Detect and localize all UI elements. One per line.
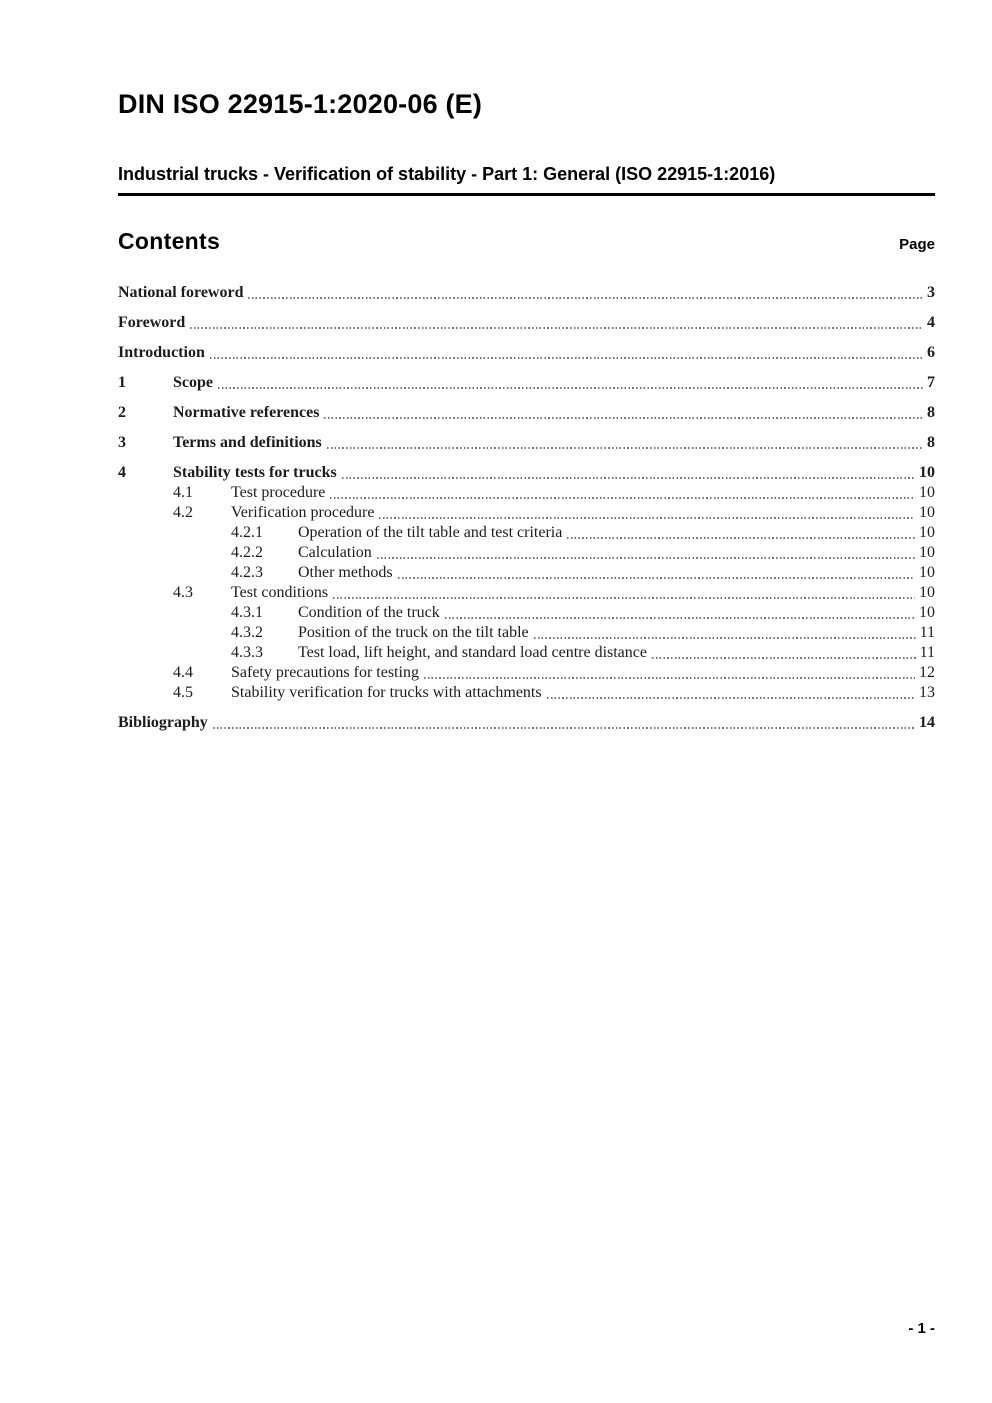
toc-entry-label: Test load, lift height, and standard load centre distance (298, 644, 647, 661)
toc-entry-page: 10 (919, 484, 935, 501)
toc-entry-page: 4 (927, 314, 935, 331)
toc-entry-label: Foreword (118, 314, 186, 331)
toc-entry-label: Terms and definitions (173, 434, 322, 451)
toc-entry-label: Scope (173, 374, 213, 391)
toc-entry-label: Stability tests for trucks (173, 464, 337, 481)
toc-entry-page: 10 (919, 584, 935, 601)
toc-entry-page: 8 (927, 434, 935, 451)
toc-entry-number: 4.5 (173, 684, 193, 701)
dotted-leader (210, 357, 923, 359)
toc-entry-page: 8 (927, 404, 935, 421)
toc-entry (118, 523, 935, 543)
dotted-leader (248, 297, 923, 299)
toc-entry-number: 2 (118, 404, 126, 421)
toc-entry-page: 3 (927, 284, 935, 301)
contents-header-row (118, 228, 935, 254)
toc-entry-number: 4.2.1 (231, 524, 263, 541)
toc-entry-number: 4 (118, 464, 126, 481)
dotted-leader (218, 387, 923, 389)
toc-entry (118, 463, 935, 483)
contents-heading: Contents (118, 228, 221, 254)
document-title: DIN ISO 22915-1:2020-06 (E) (118, 89, 483, 119)
toc-entry-number: 4.3 (173, 584, 193, 601)
toc-entry-number: 4.2.3 (231, 564, 263, 581)
toc-entry-page: 12 (919, 664, 935, 681)
toc-entry-number: 1 (118, 374, 126, 391)
toc-entry-label: Introduction (118, 344, 205, 361)
toc-entry-label: Normative references (173, 404, 320, 421)
dotted-leader (330, 497, 915, 499)
toc-entry-number: 4.3.1 (231, 604, 263, 621)
dotted-leader (379, 517, 915, 519)
toc-entry (118, 713, 935, 733)
dotted-leader (333, 597, 915, 599)
toc-entry-page: 6 (927, 344, 935, 361)
dotted-leader (398, 577, 915, 579)
dotted-leader (377, 557, 915, 559)
toc-entry (118, 313, 935, 333)
toc-entry (118, 603, 935, 623)
toc-entry (118, 583, 935, 603)
dotted-leader (190, 327, 923, 329)
toc-entry (118, 503, 935, 523)
toc-entry-number: 4.3.2 (231, 624, 263, 641)
toc-entry (118, 643, 935, 663)
toc-entry (118, 403, 935, 423)
dotted-leader (445, 617, 915, 619)
dotted-leader (534, 637, 916, 639)
toc-entry-label: Verification procedure (231, 504, 375, 521)
toc-entry-page: 14 (919, 714, 935, 731)
toc-entry-page: 13 (919, 684, 935, 701)
toc-entry-label: Other methods (298, 564, 393, 581)
toc-entry-number: 4.1 (173, 484, 193, 501)
toc-entry-page: 7 (927, 374, 935, 391)
toc-entry-label: Condition of the truck (298, 604, 440, 621)
document-subtitle: Industrial trucks - Verification of stability - Part 1: General (ISO 22915-1:2016) (118, 163, 935, 196)
dotted-leader (567, 537, 915, 539)
toc-entry-page: 10 (919, 464, 935, 481)
footer-page-number: - 1 - (908, 1320, 935, 1337)
toc-entry-number: 4.4 (173, 664, 193, 681)
toc-entry-label: Stability verification for trucks with attachments (231, 684, 542, 701)
toc-entry (118, 483, 935, 503)
dotted-leader (424, 677, 915, 679)
toc-entry (118, 683, 935, 703)
toc-entry (118, 543, 935, 563)
toc-entry-label: Operation of the tilt table and test criteria (298, 524, 563, 541)
toc-entry-number: 4.2.2 (231, 544, 263, 561)
toc-entry-page: 10 (919, 504, 935, 521)
toc-entry-label: Test procedure (231, 484, 326, 501)
dotted-leader (327, 447, 923, 449)
toc-entry (118, 663, 935, 683)
toc-entry-page: 10 (919, 604, 935, 621)
dotted-leader (342, 477, 915, 479)
toc-list (118, 283, 935, 733)
toc-entry (118, 283, 935, 303)
toc-entry-number: 4.3.3 (231, 644, 263, 661)
toc-entry-page: 11 (919, 644, 935, 661)
toc-entry-page: 10 (919, 544, 935, 561)
dotted-leader (213, 727, 915, 729)
toc-entry-page: 10 (919, 564, 935, 581)
toc-entry-number: 4.2 (173, 504, 193, 521)
toc-entry-page: 11 (919, 624, 935, 641)
toc-entry-label: National foreword (118, 284, 244, 301)
page-column-label: Page (899, 236, 935, 253)
toc-entry-page: 10 (919, 524, 935, 541)
toc-entry (118, 343, 935, 363)
toc-entry-label: Bibliography (118, 714, 208, 731)
toc-entry-label: Calculation (298, 544, 372, 561)
dotted-leader (652, 657, 916, 659)
toc-entry (118, 623, 935, 643)
toc-entry (118, 563, 935, 583)
toc-entry-label: Test conditions (231, 584, 329, 601)
toc-entry (118, 433, 935, 453)
toc-entry-label: Position of the truck on the tilt table (298, 624, 529, 641)
dotted-leader (324, 417, 923, 419)
toc-entry-number: 3 (118, 434, 126, 451)
toc-entry-label: Safety precautions for testing (231, 664, 419, 681)
dotted-leader (547, 697, 915, 699)
toc-entry (118, 373, 935, 393)
